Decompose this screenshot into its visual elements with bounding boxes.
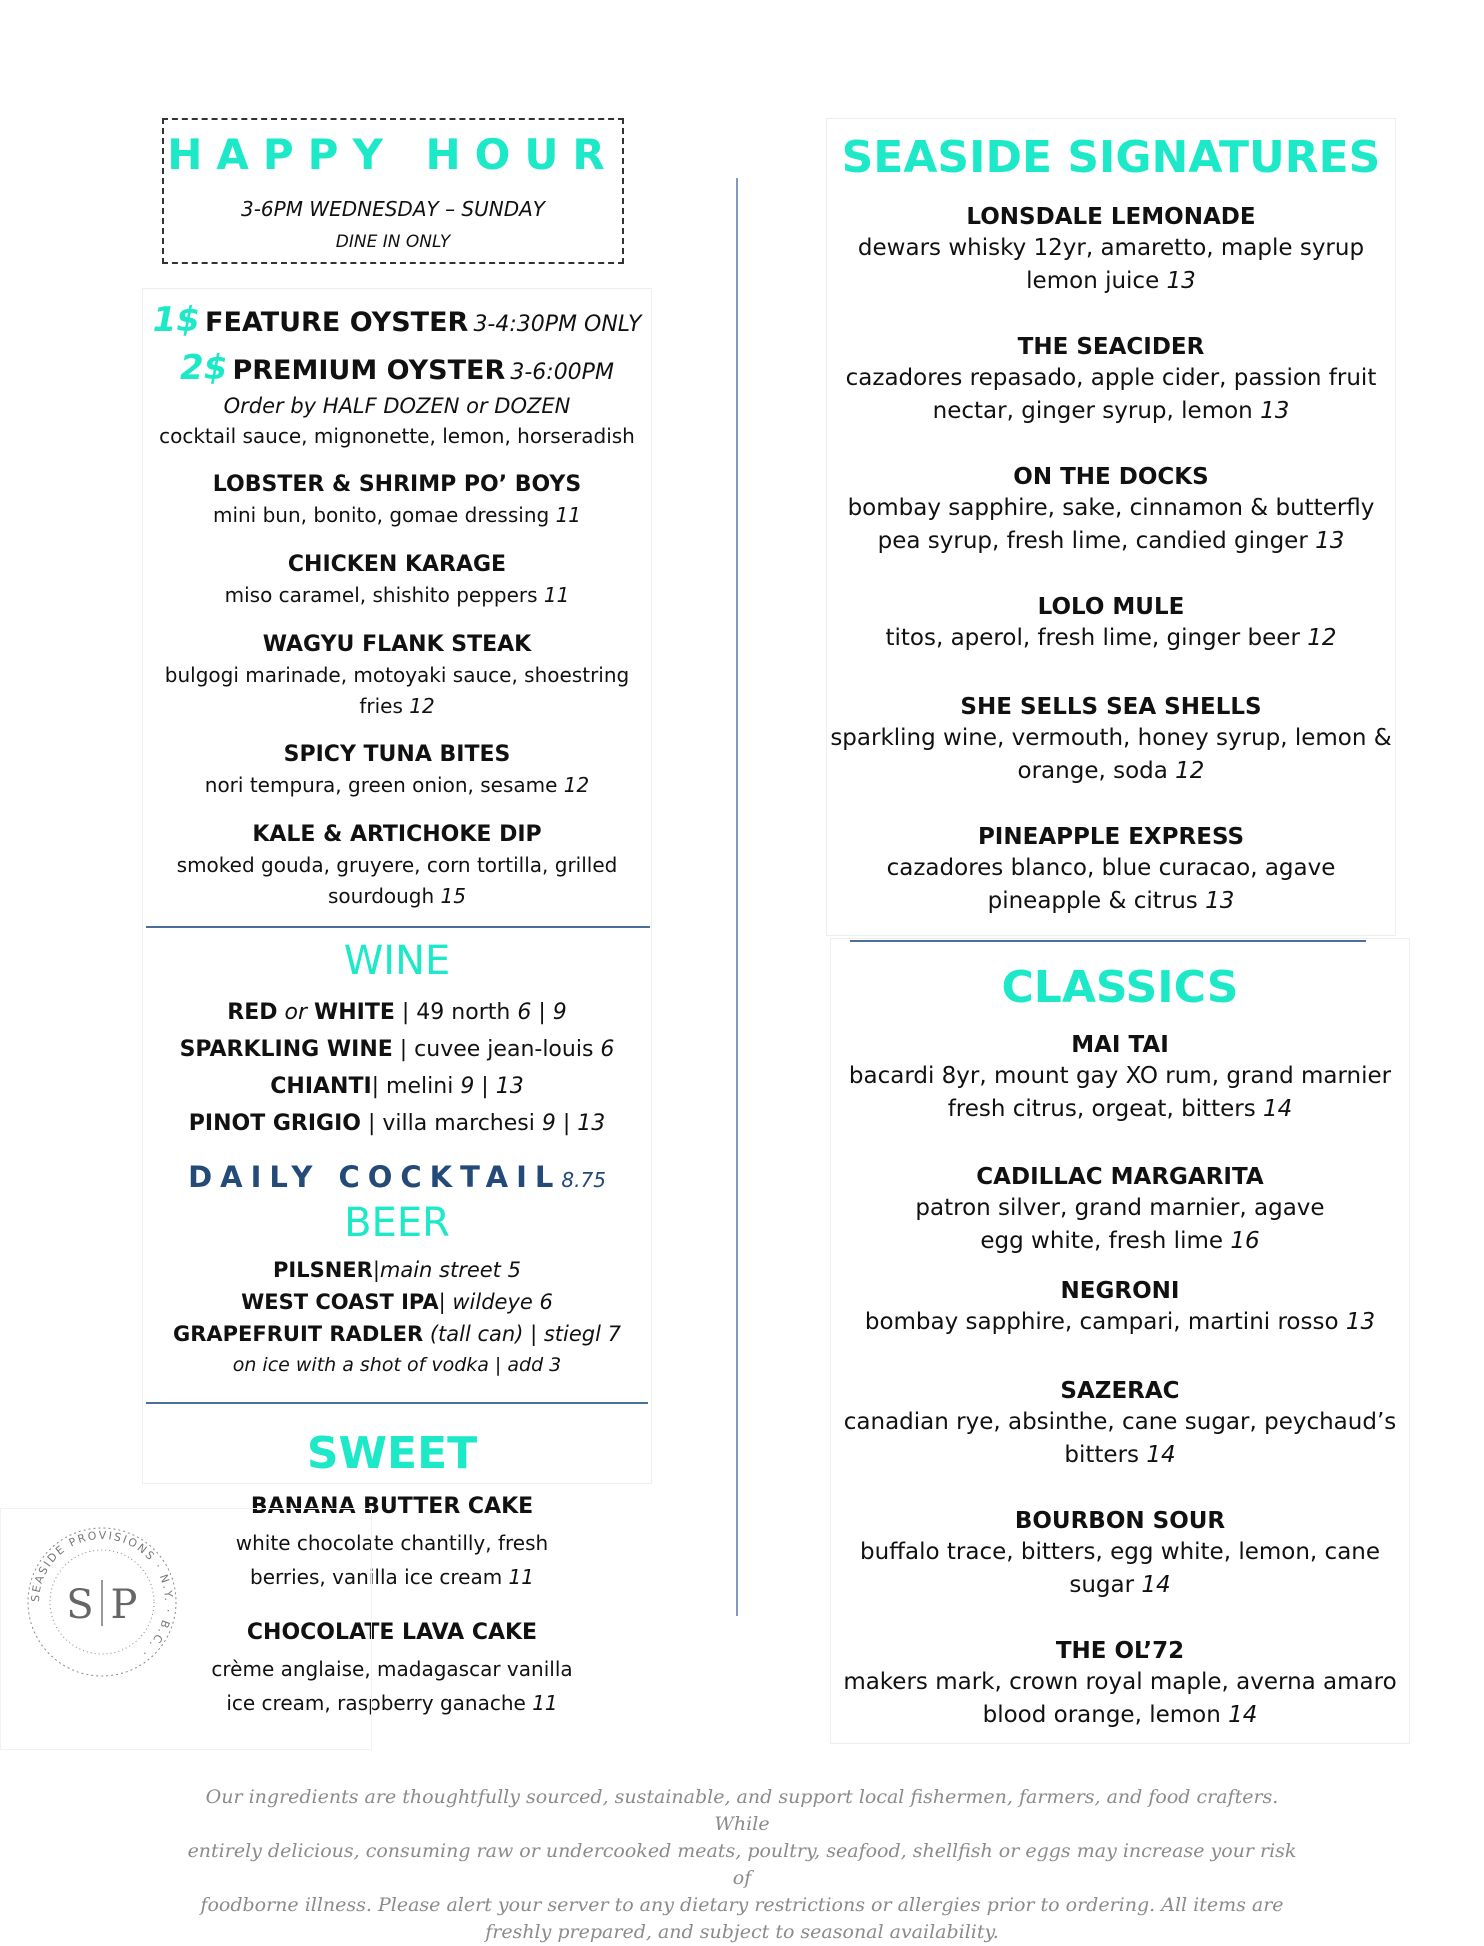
cocktail-desc: [826, 722, 1396, 788]
cocktail-price: 14: [1141, 1572, 1171, 1598]
cocktail-desc-text: egg white, fresh lime: [980, 1228, 1224, 1254]
premium-oyster-price: 2$: [180, 348, 228, 388]
cocktail-desc-text: pineapple & citrus: [987, 888, 1198, 914]
cocktail-desc-text: sugar: [1069, 1572, 1135, 1598]
cocktail-price: 13: [1260, 398, 1290, 424]
cocktail-desc-text: sparkling wine, vermouth, honey syrup, lemon &: [830, 725, 1392, 751]
wine-item: [142, 1111, 652, 1136]
disclaimer-line: freshly prepared, and subject to seasonal availability.: [485, 1921, 999, 1943]
beer-item: [142, 1258, 652, 1282]
cocktail-desc: [830, 1306, 1410, 1339]
cocktail-desc-text: bombay sapphire, campari, martini rosso: [864, 1309, 1339, 1335]
beer-item-sep: |: [438, 1290, 446, 1314]
food-item-desc-text: mini bun, bonito, gomae dressing: [212, 503, 550, 527]
beer-item-brand: stiegl: [543, 1322, 601, 1346]
cocktail-price: 13: [1205, 888, 1235, 914]
food-item-price: 15: [440, 884, 466, 908]
cocktail-desc: [830, 1060, 1410, 1126]
dessert-desc-text: ice cream, raspberry ganache: [226, 1691, 526, 1715]
food-item-desc: [142, 580, 652, 611]
cocktail-price: 14: [1263, 1096, 1293, 1122]
beer-title: BEER: [344, 1200, 450, 1246]
cocktail-desc-text: fresh citrus, orgeat, bitters: [947, 1096, 1256, 1122]
wine-item-producer: | 49 north: [401, 1000, 511, 1025]
cocktail-price: 13: [1345, 1309, 1376, 1335]
allergy-disclaimer: [182, 1784, 1302, 1946]
cocktail-desc: [830, 1406, 1410, 1472]
cocktail-name: BOURBON SOUR: [1014, 1508, 1226, 1534]
cocktail-name: THE OL’72: [1055, 1638, 1185, 1664]
food-item-name: WAGYU FLANK STEAK: [262, 632, 532, 657]
cocktail-price: 12: [1307, 625, 1337, 651]
cocktail-desc: [826, 362, 1396, 428]
food-item-desc-text: miso caramel, shishito peppers: [224, 583, 538, 607]
wine-item-name: WHITE: [314, 1000, 395, 1025]
food-item-desc: [142, 660, 652, 722]
cocktail-desc-text: blood orange, lemon: [982, 1702, 1221, 1728]
cocktail-desc: [830, 1536, 1410, 1602]
beer-item-name: GRAPEFRUIT RADLER: [172, 1322, 424, 1346]
food-item-desc-text: fries: [359, 694, 403, 718]
beer-item-price: 7: [607, 1322, 622, 1346]
cocktail-name: ON THE DOCKS: [1013, 464, 1209, 490]
svg-text:P: P: [110, 1582, 138, 1628]
cocktail-desc-text: pea syrup, fresh lime, candied ginger: [877, 528, 1308, 554]
food-item-name: KALE & ARTICHOKE DIP: [252, 822, 542, 847]
wine-item: [142, 1000, 652, 1025]
cocktail-desc-text: cazadores blanco, blue curacao, agave: [886, 855, 1336, 881]
beer-item-price: 5: [507, 1258, 521, 1282]
cocktail-price: 16: [1230, 1228, 1260, 1254]
food-item-desc-text: nori tempura, green onion, sesame: [204, 773, 558, 797]
premium-oyster-time: 3-6:00PM: [510, 360, 614, 385]
wine-item-price: 9 | 13: [460, 1074, 524, 1099]
feature-oyster-name: FEATURE OYSTER: [205, 307, 469, 338]
feature-oyster: [142, 300, 652, 340]
beer-item-name: PILSNER: [273, 1258, 373, 1282]
wine-item-price: 9 | 13: [541, 1111, 606, 1136]
radler-note: on ice with a shot of vodka | add 3: [232, 1354, 562, 1376]
disclaimer-line: foodborne illness. Please alert your server to any dietary restrictions or allergies prior to ordering. All items are: [200, 1894, 1284, 1916]
food-item-desc-text: sourdough: [328, 884, 435, 908]
wine-item: [142, 1074, 652, 1099]
beer-item-price: 6: [539, 1290, 553, 1314]
cocktail-desc-text: orange, soda: [1017, 758, 1168, 784]
food-item-price: 12: [563, 773, 590, 797]
beer-item: [142, 1290, 652, 1314]
cocktail-name: PINEAPPLE EXPRESS: [977, 824, 1245, 850]
cocktail-desc-text: nectar, ginger syrup, lemon: [932, 398, 1253, 424]
wine-item-producer: | cuvee jean-louis: [399, 1037, 594, 1062]
happy-hour-hours: 3-6PM WEDNESDAY – SUNDAY: [240, 197, 546, 221]
cocktail-desc-text: bacardi 8yr, mount gay XO rum, grand marnier: [848, 1063, 1392, 1089]
dessert-desc-text: berries, vanilla ice cream: [250, 1565, 503, 1589]
wine-item-name: SPARKLING WINE: [179, 1037, 393, 1062]
dine-in-note: DINE IN ONLY: [335, 232, 451, 252]
food-item-desc-text: bulgogi marinade, motoyaki sauce, shoestring: [164, 663, 630, 687]
cocktail-price: 12: [1175, 758, 1205, 784]
cocktail-desc-text: patron silver, grand marnier, agave: [915, 1195, 1325, 1221]
cocktail-desc-text: titos, aperol, fresh lime, ginger beer: [885, 625, 1300, 651]
signatures-title: SEASIDE SIGNATURES: [841, 132, 1381, 183]
food-item-name: CHICKEN KARAGE: [287, 552, 507, 577]
section-rule: [850, 940, 1366, 942]
section-rule: [146, 1402, 648, 1404]
beer-item: [142, 1322, 652, 1346]
dessert-price: 11: [508, 1565, 534, 1589]
cocktail-desc: [830, 1192, 1410, 1258]
column-divider: [736, 178, 738, 1616]
wine-item-name: RED: [227, 1000, 278, 1025]
food-item-desc: [142, 770, 652, 801]
cocktail-desc-text: buffalo trace, bitters, egg white, lemon, cane: [859, 1539, 1381, 1565]
cocktail-desc-text: dewars whisky 12yr, amaretto, maple syrup: [857, 235, 1365, 261]
food-item-desc: [142, 500, 652, 531]
beer-item-sep: |: [372, 1258, 380, 1282]
classics-panel: [830, 938, 1410, 1744]
cocktail-price: 14: [1146, 1442, 1176, 1468]
classics-title: CLASSICS: [1001, 962, 1239, 1013]
cocktail-desc-text: bitters: [1064, 1442, 1140, 1468]
wine-item-producer: | villa marchesi: [367, 1111, 535, 1136]
sweet-title: SWEET: [306, 1428, 478, 1479]
oyster-order-note: Order by HALF DOZEN or DOZEN: [223, 394, 571, 418]
wine-item-name: PINOT GRIGIO: [188, 1111, 361, 1136]
premium-oyster: [142, 348, 652, 388]
cocktail-name: MAI TAI: [1071, 1032, 1169, 1058]
cocktail-desc-text: makers mark, crown royal maple, averna amaro: [843, 1669, 1397, 1695]
cocktail-name: THE SEACIDER: [1017, 334, 1205, 360]
cocktail-desc: [830, 1666, 1410, 1732]
wine-item-price: 6: [600, 1037, 615, 1062]
wine-item-or: or: [284, 1000, 307, 1025]
wine-item-producer: | melini: [371, 1074, 454, 1099]
cocktail-desc: [826, 622, 1396, 655]
beer-item-brand: main street: [379, 1258, 501, 1282]
food-item-price: 11: [555, 503, 582, 527]
cocktail-desc-text: bombay sapphire, sake, cinnamon & butterfly: [847, 495, 1375, 521]
feature-oyster-time: 3-4:30PM ONLY: [473, 312, 642, 337]
dessert-desc-text: crème anglaise, madagascar vanilla: [211, 1657, 573, 1681]
beer-item-size: (tall can): [429, 1322, 524, 1346]
cocktail-desc: [826, 492, 1396, 558]
cocktail-name: LOLO MULE: [1037, 594, 1185, 620]
dessert-name: BANANA BUTTER CAKE: [250, 1494, 534, 1519]
cocktail-name: LONSDALE LEMONADE: [966, 204, 1256, 230]
daily-cocktail-price: 8.75: [561, 1168, 606, 1192]
beer-item-brand: wildeye: [452, 1290, 533, 1314]
cocktail-name: SAZERAC: [1060, 1378, 1180, 1404]
dessert-price: 11: [532, 1691, 558, 1715]
beer-item-sep: |: [530, 1322, 538, 1346]
food-item-name: LOBSTER & SHRIMP PO’ BOYS: [212, 472, 582, 497]
premium-oyster-name: PREMIUM OYSTER: [232, 355, 506, 386]
happy-hour-title: HAPPY HOUR: [167, 130, 619, 179]
svg-text:S: S: [66, 1582, 94, 1628]
daily-cocktail-title: DAILY COCKTAIL: [188, 1160, 562, 1194]
cocktail-name: SHE SELLS SEA SHELLS: [960, 694, 1262, 720]
oyster-sauces: cocktail sauce, mignonette, lemon, horseradish: [159, 424, 635, 448]
wine-item-name: CHIANTI: [270, 1074, 372, 1099]
cocktail-price: 14: [1228, 1702, 1258, 1728]
food-item-name: SPICY TUNA BITES: [283, 742, 511, 767]
wine-item-price: 6 | 9: [517, 1000, 567, 1025]
cocktail-desc: [826, 852, 1396, 918]
wine-title: WINE: [343, 938, 451, 984]
dessert-desc-text: white chocolate chantilly, fresh: [235, 1531, 549, 1555]
cocktail-price: 13: [1315, 528, 1345, 554]
daily-cocktail: [142, 1160, 652, 1194]
food-item-price: 12: [409, 694, 435, 718]
beer-item-name: WEST COAST IPA: [241, 1290, 439, 1314]
disclaimer-line: Our ingredients are thoughtfully sourced, sustainable, and support local fishermen, farmers, and food crafters. While: [205, 1786, 1279, 1835]
food-item-desc: [142, 850, 652, 912]
cocktail-name: CADILLAC MARGARITA: [976, 1164, 1264, 1190]
food-item-desc-text: smoked gouda, gruyere, corn tortilla, grilled: [176, 853, 618, 877]
dessert-name: CHOCOLATE LAVA CAKE: [246, 1620, 538, 1645]
wine-item: [142, 1037, 652, 1062]
svg-text:SEASIDE PROVISIONS · N.Y. · B.: SEASIDE PROVISIONS · N.Y. · B.C. ·: [28, 1528, 176, 1661]
cocktail-name: NEGRONI: [1060, 1278, 1180, 1304]
seaside-provisions-logo: [22, 1522, 182, 1682]
cocktail-desc-text: cazadores repasado, apple cider, passion fruit: [845, 365, 1377, 391]
cocktail-desc-text: canadian rye, absinthe, cane sugar, peychaud’s: [843, 1409, 1397, 1435]
food-item-price: 11: [543, 583, 570, 607]
cocktail-desc-text: lemon juice: [1026, 268, 1160, 294]
feature-oyster-price: 1$: [152, 300, 200, 340]
section-rule: [146, 926, 650, 928]
disclaimer-line: entirely delicious, consuming raw or undercooked meats, poultry, seafood, shellfish or eggs may increase your risk of: [187, 1840, 1297, 1889]
cocktail-desc: [826, 232, 1396, 298]
cocktail-price: 13: [1166, 268, 1196, 294]
